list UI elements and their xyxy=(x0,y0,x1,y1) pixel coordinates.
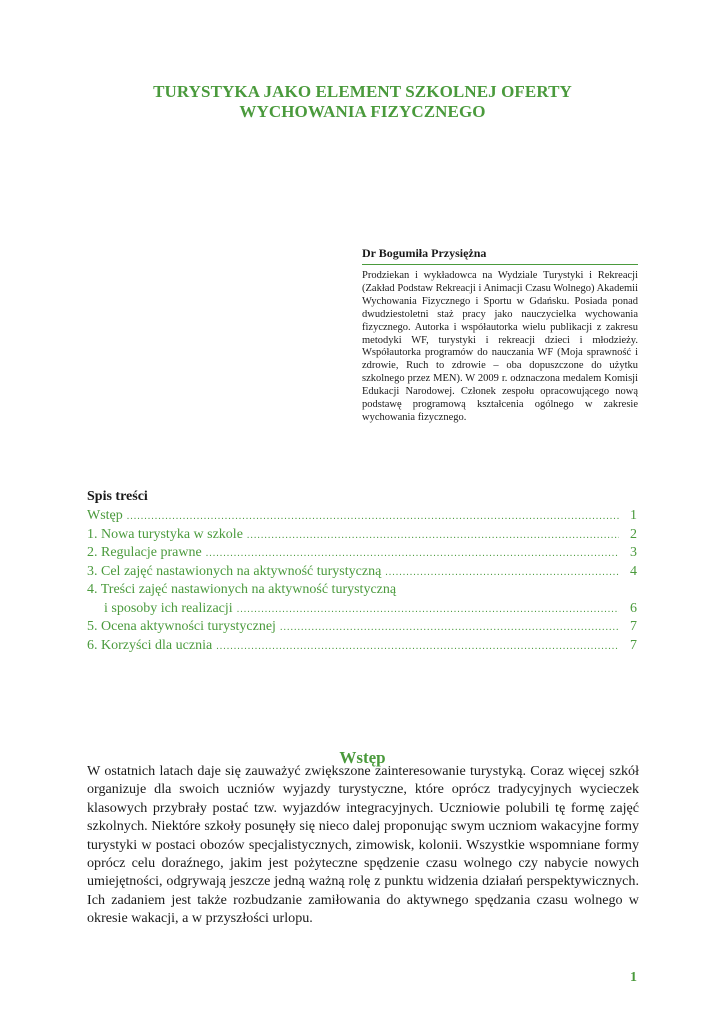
document-title xyxy=(0,82,725,122)
page-number: 1 xyxy=(630,970,637,985)
toc-item-page: 3 xyxy=(630,545,637,560)
title-line-1: TURYSTYKA JAKO ELEMENT SZKOLNEJ OFERTY xyxy=(153,82,572,101)
toc-item-page: 2 xyxy=(630,526,637,542)
toc-item-label-line-1: 4. Treści zajęć nastawionych na aktywność turystyczną xyxy=(87,582,397,597)
toc-item-label: Wstęp xyxy=(87,508,123,523)
toc-item-label: 5. Ocena aktywności turystycznej xyxy=(87,619,276,634)
toc-item-label: 2. Regulacje prawne xyxy=(87,545,202,560)
toc-item-cel-zajec[interactable] xyxy=(87,563,637,582)
toc-item-label: 6. Korzyści dla ucznia xyxy=(87,637,213,653)
toc-leader-dots xyxy=(216,638,619,657)
toc-item-nowa-turystyka[interactable] xyxy=(87,526,637,545)
section-heading-wstep: Wstęp xyxy=(339,748,386,768)
table-of-contents xyxy=(87,488,637,655)
toc-item-page: 6 xyxy=(630,600,637,616)
toc-leader-dots xyxy=(127,508,619,527)
toc-item-regulacje-prawne[interactable] xyxy=(87,544,637,563)
title-line-2: WYCHOWANIA FIZYCZNEGO xyxy=(239,102,486,121)
toc-item-page: 1 xyxy=(630,508,637,523)
author-bio: Prodziekan i wykładowca na Wydziale Turystyki i Rekreacji (Zakład Podstaw Rekreacji i Animacji Czasu Wolnego) Akademii Wychowania Fizycznego i Sportu w Gdańsku. Posiada ponad dwudziestoletni staż pracy jako nauczycielka wychowania fizycznego. Autorka i współautorka wielu publikacji z zakresu metodyki WF, turystyki i rekreacji dzieci i młodzieży. Współautorka programów do nauczania WF (Moja sprawność i zdrowie, Ruch to zdrowie – oba dopuszczone do użytku szkolnego przez MEN). W 2009 r. odznaczona medalem Komisji Edukacji Narodowej. Członek zespołu opracowującego nową podstawę programową kształcenia ogólnego w zakresie wychowania fizycznego. xyxy=(362,270,638,423)
toc-item-wstep[interactable] xyxy=(87,507,637,526)
toc-item-korzysci-dla-ucznia[interactable] xyxy=(87,637,637,656)
toc-item-label-line-2: i sposoby ich realizacji xyxy=(104,600,233,616)
toc-item-page: 4 xyxy=(630,563,637,579)
toc-leader-dots xyxy=(247,527,619,546)
toc-item-ocena-aktywnosci[interactable] xyxy=(87,618,637,637)
toc-item-label: 3. Cel zajęć nastawionych na aktywność turystyczną xyxy=(87,563,382,579)
intro-paragraph: W ostatnich latach daje się zauważyć zwiększone zainteresowanie turystyką. Coraz więcej szkół organizuje dla swoich uczniów wyjazdy turystyczne, które oprócz tradycyjnych wycieczek klasowych przybrały postać tzw. wyjazdów integracyjnych. Uczniowie polubili tę formę zajęć szkolnych. Niektóre szkoły posunęły się nieco dalej proponując swym uczniom wakacyjne formy turystyki w postaci obozów specjalistycznych, zimowisk, kolonii. Wszystkie wspomniane formy oprócz celu doraźnego, jakim jest pożyteczne spędzenie czasu wolnego czy nabycie nowych umiejętności, odgrywają jeszcze jedną ważną rolę z punktu widzenia działań perspektywicznych. Ich zadaniem jest także rozbudzanie zamiłowania do aktywnego spędzania czasu wolnego w okresie wakacji, a w przyszłości urlopu. xyxy=(87,763,639,927)
toc-leader-dots xyxy=(206,545,619,564)
toc-list xyxy=(87,507,637,655)
toc-item-label: 1. Nowa turystyka w szkole xyxy=(87,526,243,542)
toc-leader-dots xyxy=(280,619,619,638)
toc-leader-dots xyxy=(237,601,619,620)
toc-item-tresci-zajec[interactable] xyxy=(87,581,637,618)
author-name: Dr Bogumiła Przysiężna xyxy=(362,246,638,265)
toc-heading: Spis treści xyxy=(87,489,148,504)
toc-leader-dots xyxy=(385,564,619,583)
toc-item-page: 7 xyxy=(630,619,637,634)
author-block xyxy=(362,246,638,435)
toc-item-page: 7 xyxy=(630,637,637,653)
